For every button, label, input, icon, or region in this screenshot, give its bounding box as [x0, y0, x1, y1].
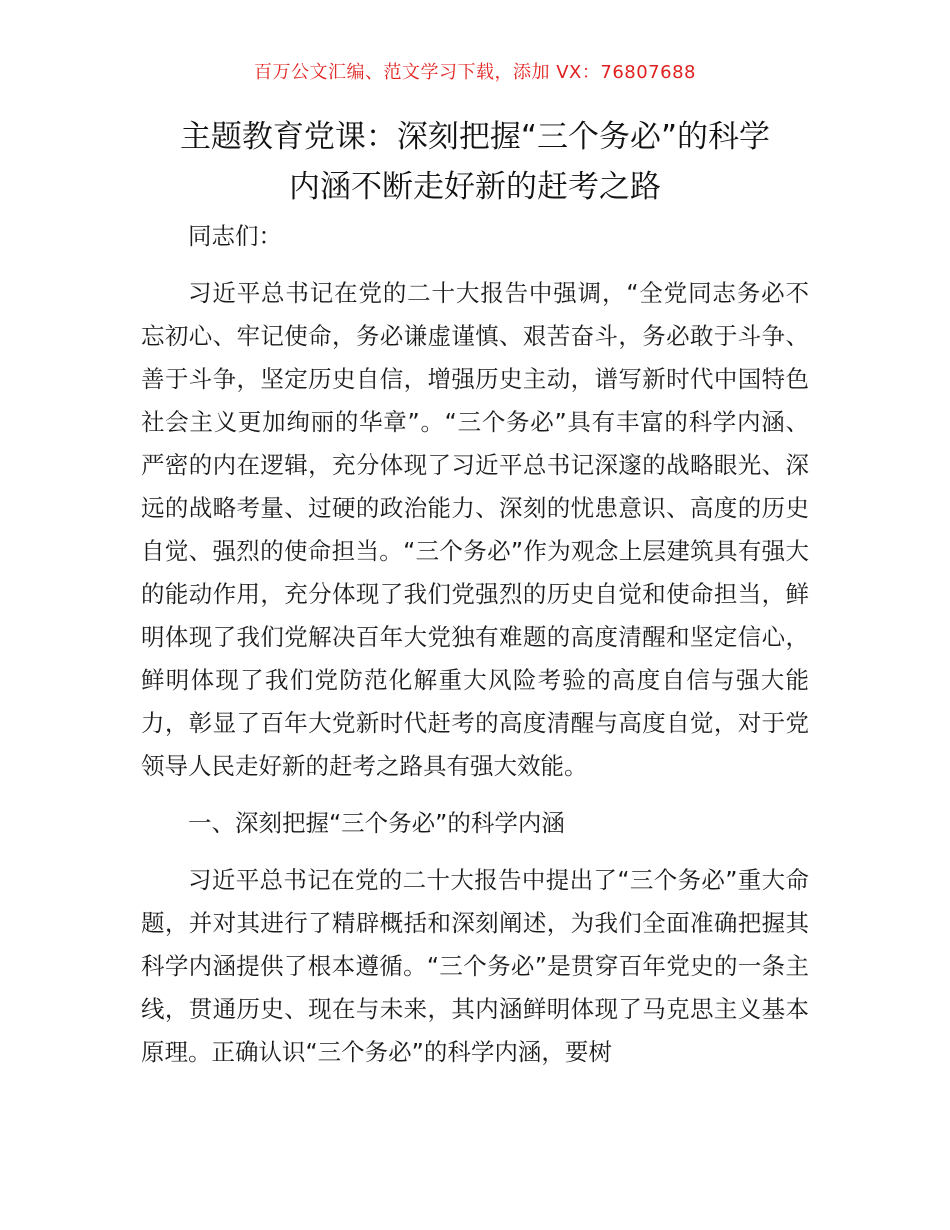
paragraph-2: 习近平总书记在党的二十大报告中提出了“三个务必”重大命题，并对其进行了精辟概括和深刻阐述，为我们全面准确把握其科学内涵提供了根本遵循。“三个务必”是贯穿百年党史的一条主线，贯通历史、现在与未来，其内涵鲜明体现了马克思主义基本原理。正确认识“三个务必”的科学内涵，要树	[141, 866, 809, 1066]
title-line-1: 主题教育党课：深刻把握“三个务必”的科学	[179, 119, 771, 155]
section-heading-1: 一、深刻把握“三个务必”的科学内涵	[188, 809, 565, 837]
document-body	[141, 215, 809, 1088]
document-title	[100, 112, 850, 212]
paragraph-1: 习近平总书记在党的二十大报告中强调，“全党同志务必不忘初心、牢记使命，务必谦虚谨慎、艰苦奋斗，务必敢于斗争、善于斗争，坚定历史自信，增强历史主动，谱写新时代中国特色社会主义更加绚丽的华章”。“三个务必”具有丰富的科学内涵、严密的内在逻辑，充分体现了习近平总书记深邃的战略眼光、深远的战略考量、过硬的政治能力、深刻的忧患意识、高度的历史自觉、强烈的使命担当。“三个务必”作为观念上层建筑具有强大的能动作用，充分体现了我们党强烈的历史自觉和使命担当，鲜明体现了我们党解决百年大党独有难题的高度清醒和坚定信心，鲜明体现了我们党防范化解重大风险考验的高度自信与强大能力，彰显了百年大党新时代赶考的高度清醒与高度自觉，对于党领导人民走好新的赶考之路具有强大效能。	[141, 279, 809, 780]
header-banner: 百万公文汇编、范文学习下载，添加 VX：76807688	[254, 62, 696, 83]
title-line-2: 内涵不断走好新的赶考之路	[289, 169, 661, 205]
greeting: 同志们：	[188, 222, 282, 250]
